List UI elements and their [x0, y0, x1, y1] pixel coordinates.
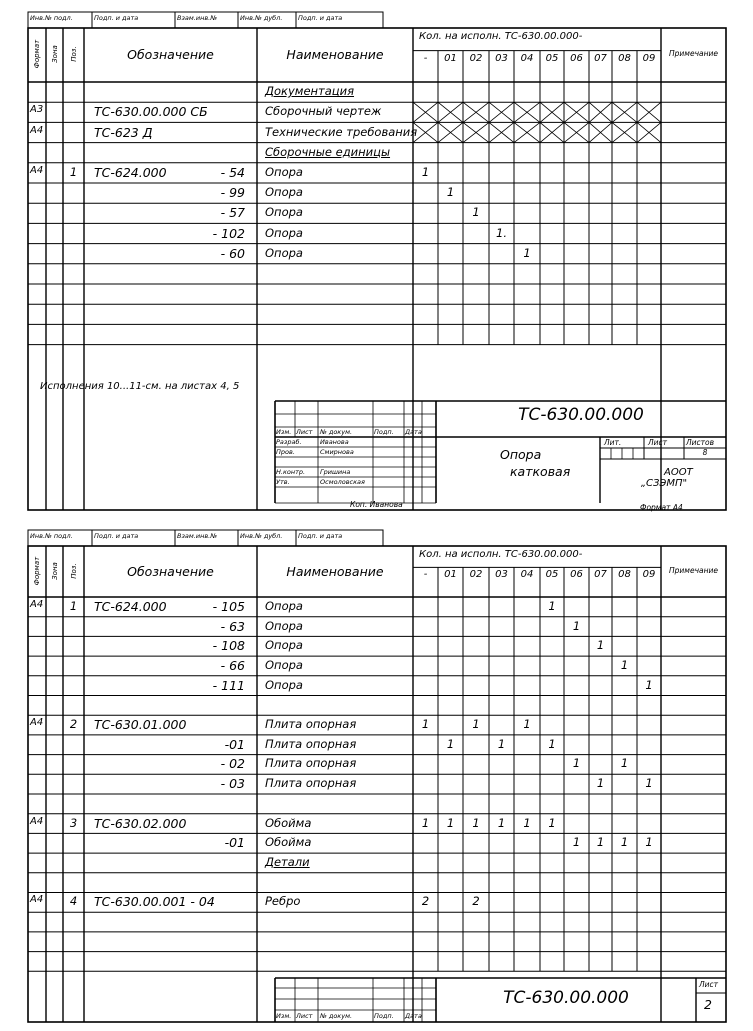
header-variant: 01: [444, 569, 457, 581]
footnote: Исполнения 10...11-см. на листах 4, 5: [40, 381, 240, 392]
header-designation: Обозначение: [127, 47, 214, 62]
title-role: Изм.: [276, 1012, 292, 1020]
row-format: А4: [30, 815, 44, 827]
title-name: Опора: [500, 447, 542, 462]
row-name: Опора: [265, 618, 303, 633]
header-variant: 06: [570, 52, 583, 64]
format-label: Формат А4: [640, 503, 683, 512]
qty-value: 1: [472, 717, 480, 732]
qty-value: 1: [523, 815, 531, 830]
header-note: Примечание: [669, 565, 718, 575]
title-person-role: Пров.: [276, 448, 295, 456]
row-designation: ТС-630.01.000: [94, 717, 187, 733]
qty-value: 1: [548, 598, 556, 613]
row-name: Плита опорная: [265, 736, 357, 751]
header-qty-group: Кол. на исполн. ТС-630.00.000-: [419, 31, 583, 42]
row-designation-suffix: - 54: [220, 164, 245, 180]
row-designation-suffix: - 03: [220, 776, 245, 792]
header-variant: 07: [594, 569, 607, 581]
title-person-role: Разраб.: [276, 438, 302, 446]
title-role: Дата: [405, 428, 422, 436]
title-role: Лист: [296, 428, 313, 436]
qty-value: 1: [472, 815, 480, 830]
stamp-label: Инв.№ дубл.: [240, 532, 283, 540]
row-name: Опора: [265, 245, 303, 260]
stamp-label: Инв.№ подл.: [30, 14, 73, 22]
row-name: Ребро: [265, 894, 301, 909]
row-designation-suffix: - 02: [220, 756, 245, 772]
qty-value: 1: [620, 835, 629, 850]
qty-value: 1: [497, 815, 506, 830]
row-position: 3: [69, 815, 78, 830]
title-org: „СЗЭМП": [640, 478, 688, 489]
stamp-label: Инв.№ подл.: [30, 532, 73, 540]
title-designation: ТС-630.00.000: [503, 988, 629, 1008]
title-sheet-label: Лист: [699, 980, 719, 989]
row-name: Плита опорная: [265, 776, 357, 791]
title-role: Дата: [405, 1012, 422, 1020]
title-surname: Иванова: [320, 438, 349, 446]
title-surname: Осмоловская: [320, 478, 365, 486]
stamp-label: Взам.инв.№: [177, 532, 217, 540]
section-heading: Детали: [265, 854, 310, 869]
row-position: 2: [69, 717, 78, 732]
header-variant: 07: [594, 52, 607, 64]
row-format: А4: [30, 598, 44, 610]
row-designation-suffix: - 105: [212, 598, 245, 614]
qty-value: 1: [446, 736, 455, 751]
row-name: Опора: [265, 225, 303, 240]
row-name: Плита опорная: [265, 717, 357, 732]
row-designation-suffix: -01: [224, 736, 245, 752]
stamp-label: Инв.№ дубл.: [240, 14, 283, 22]
row-name: Сборочный чертеж: [265, 104, 382, 119]
title-role: № докум.: [320, 428, 353, 436]
header-name: Наименование: [286, 47, 384, 62]
row-designation-suffix: - 66: [220, 657, 245, 673]
header-variant: -: [423, 52, 428, 64]
header-variant: 08: [618, 52, 631, 64]
row-format: А4: [30, 164, 44, 176]
qty-value: 1: [446, 185, 455, 200]
row-format: А3: [30, 104, 44, 116]
qty-value: 1: [596, 638, 605, 653]
sheet-frame: [28, 28, 726, 510]
header-variant: 03: [495, 52, 508, 64]
row-format: А4: [30, 124, 44, 136]
qty-value: 1: [523, 245, 531, 260]
row-name: Опора: [265, 164, 303, 179]
row-name: Плита опорная: [265, 756, 357, 771]
row-designation-suffix: - 108: [212, 638, 245, 654]
stamp-label: Подп. и дата: [94, 532, 139, 540]
header-designation: Обозначение: [127, 563, 214, 579]
header-variant: 08: [618, 569, 631, 581]
row-name: Обойма: [265, 835, 312, 850]
title-sheet-label: Лист: [648, 438, 668, 447]
title-sheet-number: 2: [704, 997, 712, 1012]
row-designation: ТС-624.000: [94, 164, 167, 180]
row-name: Опора: [265, 598, 303, 613]
row-position: 4: [69, 894, 78, 909]
row-designation: ТС-630.00.000 СБ: [94, 104, 208, 120]
stamp-label: Подп. и дата: [94, 14, 139, 22]
qty-value: 2: [472, 894, 480, 909]
header-variant: 03: [495, 569, 508, 581]
row-designation: ТС-630.00.001 - 04: [94, 894, 215, 910]
qty-value: 1.: [496, 225, 507, 240]
row-name: Опора: [265, 677, 303, 692]
qty-value: 1: [645, 776, 653, 791]
qty-value: 1: [572, 618, 581, 633]
title-role: Подп.: [374, 428, 394, 436]
qty-value: 1: [596, 835, 605, 850]
section-heading: Сборочные единицы: [265, 144, 391, 159]
header-variant: 09: [642, 569, 656, 581]
row-position: 1: [69, 164, 78, 179]
qty-value: 1: [645, 835, 653, 850]
row-designation-suffix: - 60: [220, 245, 245, 261]
header-variant: 02: [469, 569, 483, 581]
header-variant: 09: [642, 52, 656, 64]
header-variant: 04: [520, 52, 534, 64]
qty-value: 1: [548, 736, 556, 751]
title-role: Лист: [296, 1012, 313, 1020]
row-format: А4: [30, 717, 44, 729]
header-format: Формат: [33, 39, 41, 69]
title-name: катковая: [510, 464, 571, 479]
header-variant: 05: [545, 52, 559, 64]
qty-value: 1: [645, 677, 653, 692]
header-variant: 01: [444, 52, 457, 64]
header-pos: Поз.: [69, 46, 78, 62]
title-lit-label: Лит.: [604, 438, 622, 447]
row-position: 1: [69, 598, 78, 613]
header-note: Примечание: [669, 49, 718, 58]
row-designation: ТС-623 Д: [94, 124, 153, 140]
row-designation: ТС-624.000: [94, 598, 167, 614]
row-name: Обойма: [265, 815, 312, 830]
copied-by: Коп. Иванова: [350, 500, 403, 509]
qty-value: 1: [620, 657, 629, 672]
header-zone: Зона: [50, 561, 59, 580]
stamp-label: Подп. и дата: [298, 14, 343, 22]
qty-value: 1: [497, 736, 506, 751]
header-variant: -: [423, 569, 428, 581]
row-name: Опора: [265, 185, 303, 200]
row-designation-suffix: - 57: [220, 205, 245, 221]
row-designation-suffix: -01: [224, 835, 245, 851]
qty-value: 1: [446, 815, 455, 830]
stamp-label: Взам.инв.№: [177, 14, 217, 22]
title-surname: Гришина: [320, 468, 351, 476]
row-name: Опора: [265, 205, 303, 220]
title-person-role: Н.контр.: [276, 468, 306, 476]
qty-value: 1: [620, 756, 629, 771]
title-designation: ТС-630.00.000: [518, 405, 644, 425]
title-org: АООТ: [664, 467, 693, 478]
title-role: Подп.: [374, 1012, 394, 1020]
qty-value: 1: [572, 835, 581, 850]
qty-value: 1: [472, 205, 480, 220]
qty-value: 1: [596, 776, 605, 791]
title-sheets-value: 8: [702, 448, 708, 457]
qty-value: 1: [421, 815, 430, 830]
row-name: Технические требования: [265, 124, 418, 139]
row-designation: ТС-630.02.000: [94, 815, 187, 831]
section-heading: Документация: [265, 84, 355, 99]
title-role: № докум.: [320, 1012, 353, 1020]
qty-value: 1: [523, 717, 531, 732]
qty-value: 2: [421, 894, 430, 909]
title-surname: Смирнова: [320, 448, 354, 456]
stamp-label: Подп. и дата: [298, 532, 343, 540]
row-name: Опора: [265, 638, 303, 653]
qty-value: 1: [572, 756, 581, 771]
header-variant: 05: [545, 569, 559, 581]
row-designation-suffix: - 63: [220, 618, 245, 634]
header-format: Формат: [33, 556, 41, 585]
title-role: Изм.: [276, 428, 292, 436]
header-name: Наименование: [286, 563, 384, 579]
qty-value: 1: [548, 815, 556, 830]
qty-value: 1: [421, 717, 430, 732]
header-variant: 02: [469, 52, 483, 64]
header-variant: 04: [520, 569, 534, 581]
header-pos: Поз.: [69, 562, 78, 579]
sheet-frame: [28, 546, 726, 1022]
header-zone: Зона: [50, 45, 59, 63]
row-name: Опора: [265, 657, 303, 672]
title-person-role: Утв.: [276, 478, 290, 486]
title-sheets-label: Листов: [686, 438, 715, 447]
row-designation-suffix: - 99: [220, 185, 245, 201]
header-qty-group: Кол. на исполн. ТС-630.00.000-: [419, 549, 583, 560]
row-designation-suffix: - 111: [212, 677, 245, 693]
header-variant: 06: [570, 569, 583, 581]
qty-value: 1: [421, 164, 430, 179]
row-format: А4: [30, 894, 44, 906]
row-designation-suffix: - 102: [212, 225, 245, 241]
